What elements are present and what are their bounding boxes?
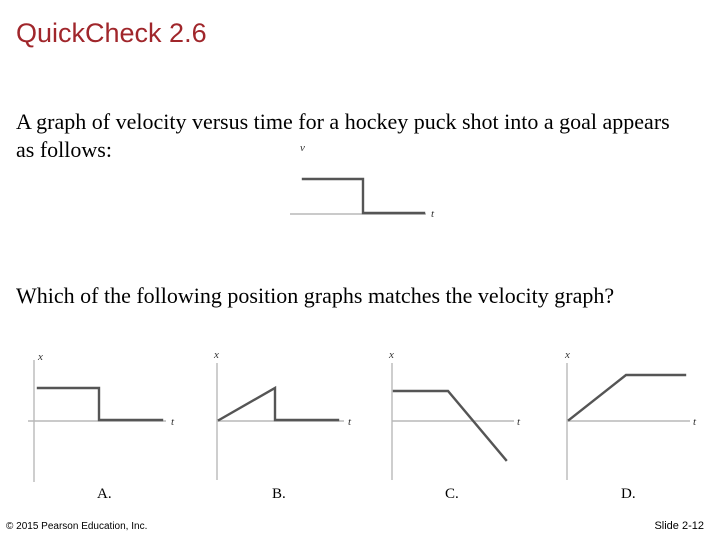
graph-d-curve: [569, 375, 685, 420]
option-b-label[interactable]: B.: [272, 486, 286, 502]
graph-a-curve: [38, 388, 162, 420]
velocity-curve: [303, 179, 424, 213]
graph-b-x-label: x: [214, 349, 219, 361]
graph-d[interactable]: [564, 349, 697, 480]
option-c-label[interactable]: C.: [445, 486, 459, 502]
graph-d-t-label: t: [693, 416, 697, 428]
graph-c[interactable]: [388, 349, 521, 480]
graph-a[interactable]: [28, 351, 175, 482]
graph-b-t-label: t: [348, 416, 352, 428]
option-a-label[interactable]: A.: [97, 486, 112, 502]
graph-a-t-label: t: [171, 416, 175, 428]
question-text: Which of the following position graphs matches the velocity graph?: [16, 283, 615, 308]
graph-b-curve: [219, 388, 338, 420]
question-intro: A graph of velocity versus time for a hockey puck shot into a goal appears as follows:: [16, 109, 670, 162]
graph-b[interactable]: [213, 349, 352, 480]
graph-c-x-label: x: [389, 349, 394, 361]
slide-title: QuickCheck 2.6: [16, 18, 207, 48]
velocity-t-label: t: [431, 208, 435, 220]
option-d-label[interactable]: D.: [621, 486, 636, 502]
copyright-notice: © 2015 Pearson Education, Inc.: [6, 521, 148, 532]
graph-c-curve: [394, 391, 506, 460]
graph-a-x-label: x: [38, 351, 43, 363]
velocity-v-label: v: [300, 142, 305, 154]
slide-number: Slide 2-12: [654, 520, 704, 532]
graph-c-t-label: t: [517, 416, 521, 428]
graph-d-x-label: x: [565, 349, 570, 361]
